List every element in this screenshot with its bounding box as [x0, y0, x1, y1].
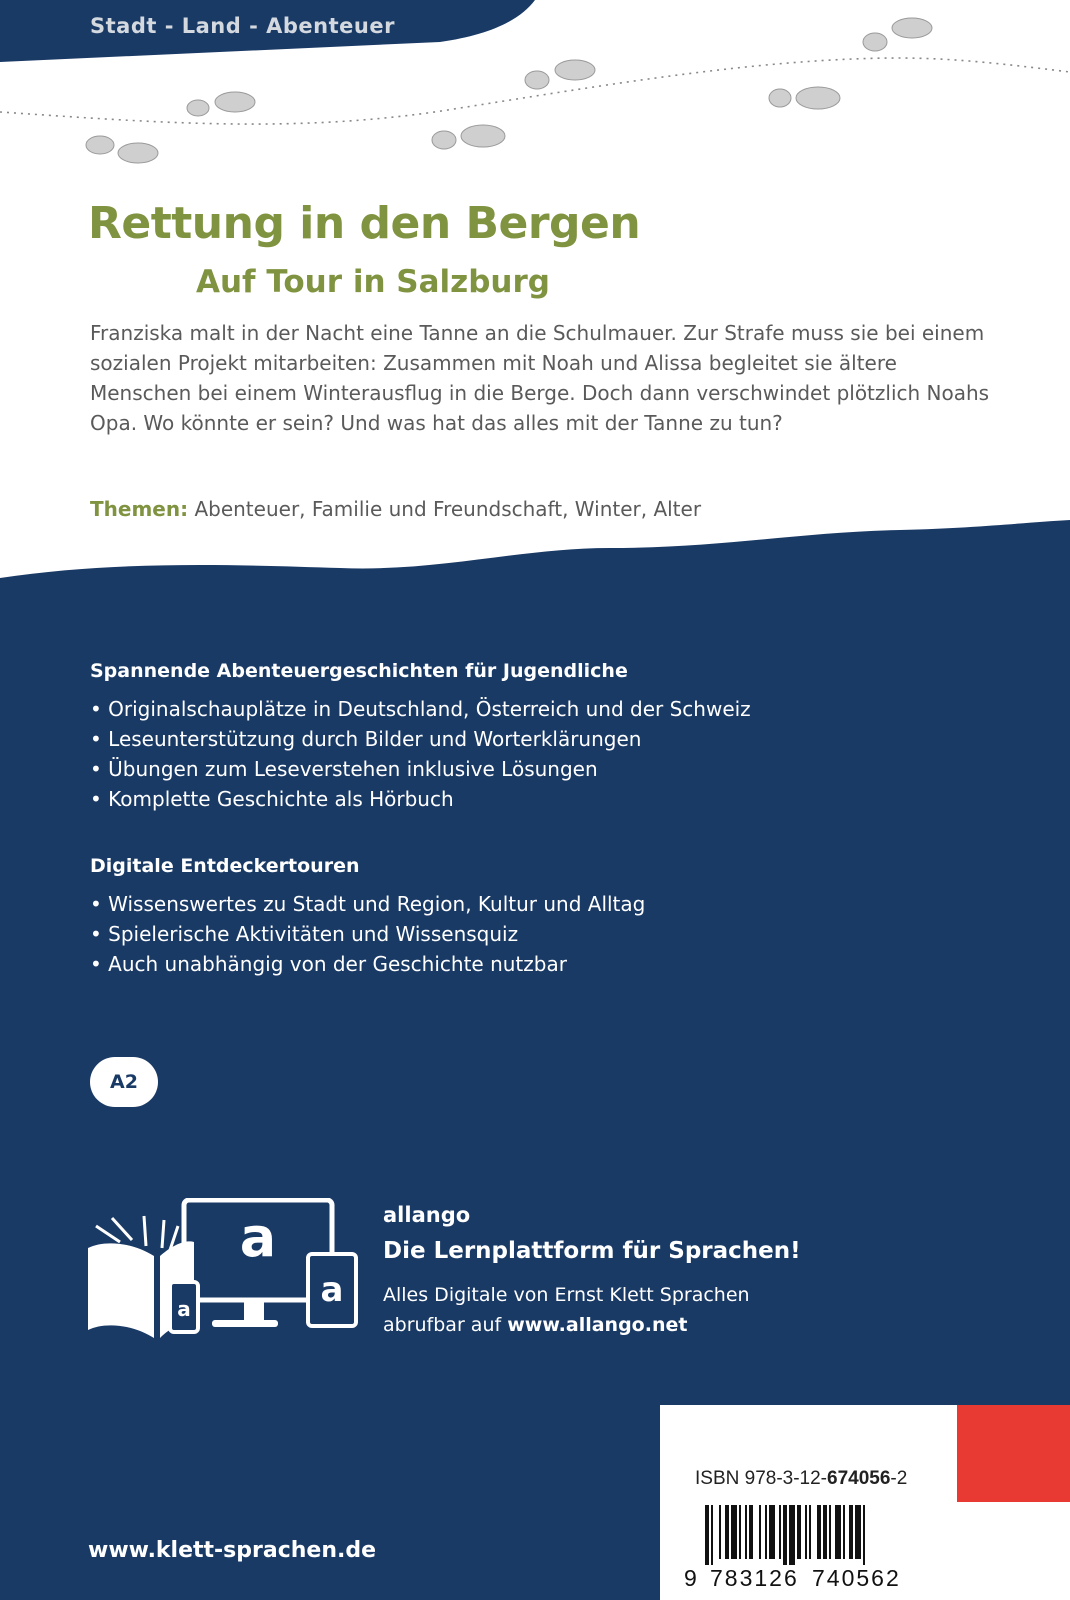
barcode — [705, 1505, 920, 1565]
isbn-suffix: -2 — [890, 1468, 908, 1489]
level-badge: A2 — [90, 1057, 158, 1107]
isbn-number — [695, 1468, 907, 1490]
barcode-bar — [745, 1505, 747, 1559]
book-title: Rettung in den Bergen — [88, 198, 641, 249]
list-item: • Übungen zum Leseverstehen inklusive Lösungen — [90, 754, 751, 784]
book-blurb: Franziska malt in der Nacht eine Tanne an die Schulmauer. Zur Strafe muss sie bei einem sozialen Projekt mitarbeiten: Zusammen mit Noah und Alissa begleitet sie ältere Menschen bei einem Winterausflug in die Berge. Doch dann verschwindet plötzlich Noahs Opa. Wo könnte er sein? Und was hat das alles mit der Tanne zu tun? — [90, 321, 990, 435]
allango-desc-prefix: abrufbar auf — [383, 1314, 508, 1336]
allango-devices-icon — [84, 1198, 364, 1348]
barcode-bar — [849, 1505, 853, 1559]
barcode-bar — [809, 1505, 811, 1559]
barcode-first-digit: 9 — [684, 1565, 699, 1591]
logo-letter-main: a — [239, 1206, 277, 1269]
barcode-bar — [783, 1505, 787, 1565]
themes-line — [90, 497, 701, 521]
publisher-website[interactable]: www.klett-sprachen.de — [88, 1538, 377, 1563]
isbn-prefix: ISBN 978-3-12- — [695, 1468, 828, 1489]
barcode-bar — [725, 1505, 729, 1559]
dotted-trail — [0, 58, 1070, 124]
red-accent — [957, 1405, 1070, 1502]
allango-tagline: Die Lernplattform für Sprachen! — [383, 1238, 801, 1264]
series-title: Stadt - Land - Abenteuer — [90, 14, 395, 38]
themes-text: Abenteuer, Familie und Freundschaft, Winter, Alter — [194, 497, 702, 521]
list-item: • Komplette Geschichte als Hörbuch — [90, 784, 751, 814]
barcode-bar — [843, 1505, 845, 1559]
isbn-bold: 674056 — [827, 1468, 891, 1489]
logo-letter-phone: a — [177, 1297, 191, 1321]
barcode-bar — [769, 1505, 775, 1559]
barcode-bar — [797, 1505, 801, 1559]
barcode-bar — [789, 1505, 795, 1565]
barcode-bar — [835, 1505, 841, 1559]
barcode-bar — [749, 1505, 753, 1559]
list-item: • Auch unabhängig von der Geschichte nutzbar — [90, 949, 645, 979]
allango-brand: allango — [383, 1203, 471, 1227]
barcode-bar — [765, 1505, 767, 1559]
barcode-bar — [863, 1505, 865, 1565]
list-item: • Wissenswertes zu Stadt und Region, Kultur und Alltag — [90, 889, 645, 919]
barcode-bar — [705, 1505, 709, 1565]
barcode-bar — [829, 1505, 831, 1559]
features-list — [90, 694, 751, 814]
barcode-bar — [855, 1505, 861, 1559]
allango-description — [383, 1280, 750, 1340]
allango-desc-line1: Alles Digitale von Ernst Klett Sprachen — [383, 1284, 750, 1306]
barcode-bar — [759, 1505, 761, 1559]
barcode-bar — [731, 1505, 737, 1559]
barcode-bar — [739, 1505, 741, 1559]
barcode-bar — [817, 1505, 821, 1559]
digital-list — [90, 889, 645, 979]
list-item: • Originalschauplätze in Deutschland, Österreich und der Schweiz — [90, 694, 751, 724]
barcode-bar — [719, 1505, 721, 1559]
list-item: • Spielerische Aktivitäten und Wissensquiz — [90, 919, 645, 949]
barcode-group-2: 740562 — [812, 1565, 901, 1591]
logo-letter-tablet: a — [320, 1270, 344, 1310]
barcode-bar — [779, 1505, 781, 1559]
allango-url[interactable]: www.allango.net — [507, 1314, 688, 1336]
barcode-bar — [823, 1505, 827, 1559]
digital-heading: Digitale Entdeckertouren — [90, 855, 360, 877]
list-item: • Leseunterstützung durch Bilder und Worterklärungen — [90, 724, 751, 754]
book-subtitle: Auf Tour in Salzburg — [196, 264, 550, 300]
barcode-bar — [711, 1505, 713, 1565]
themes-label: Themen: — [90, 497, 189, 521]
barcode-bar — [805, 1505, 807, 1559]
features-heading: Spannende Abenteuergeschichten für Jugendliche — [90, 660, 628, 682]
barcode-group-1: 783126 — [710, 1565, 799, 1591]
